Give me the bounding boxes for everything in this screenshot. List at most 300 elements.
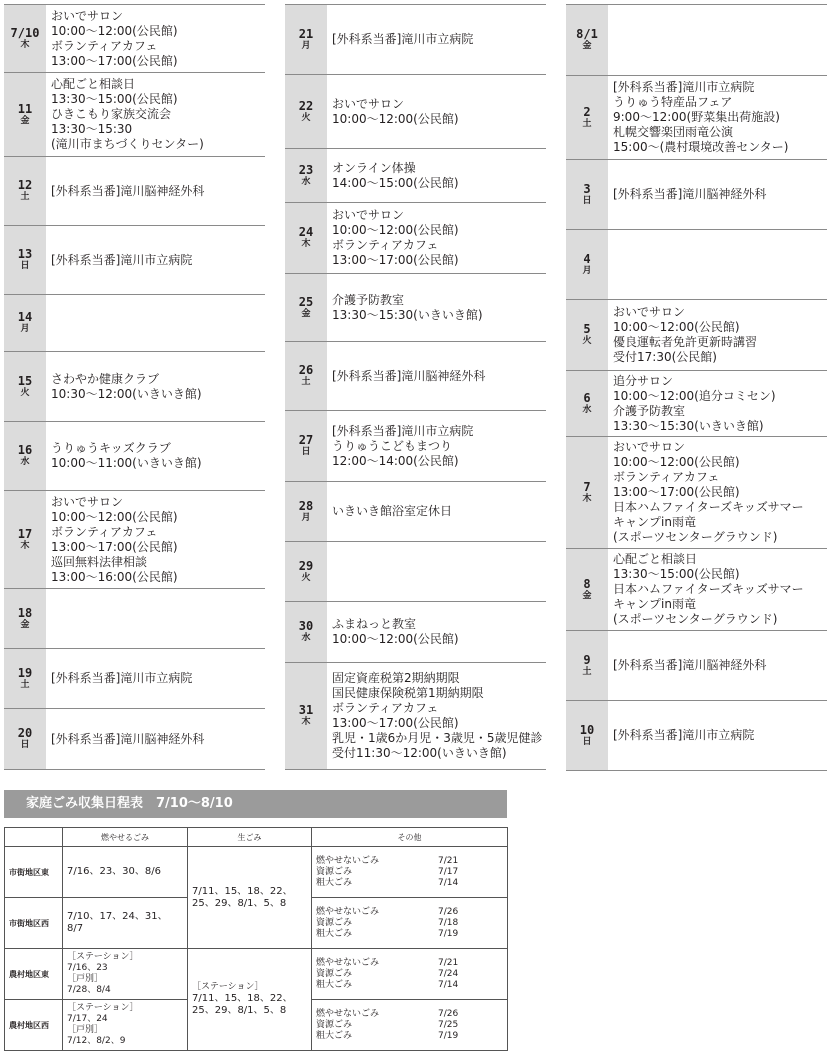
calendar-day	[4, 588, 265, 648]
calendar-day	[566, 159, 827, 229]
day-of-week: 土	[582, 118, 592, 129]
event-line: 心配ごと相談日	[51, 77, 136, 91]
event-line: 札幌交響楽団雨竜公演	[613, 125, 734, 139]
day-label	[285, 203, 327, 273]
day-number: 30	[298, 619, 314, 633]
burnable-line: ［ステーション］	[67, 952, 139, 962]
day-label	[4, 295, 46, 351]
other-date: 7/21	[438, 957, 459, 968]
event-line: キャンプin雨竜	[613, 597, 696, 611]
burnable-line: 8/7	[67, 923, 84, 934]
day-label	[285, 663, 327, 769]
day-of-week: 水	[582, 404, 592, 415]
day-number: 5	[583, 322, 591, 336]
event-line: [外科系当番]滝川市立病院	[332, 423, 474, 438]
event-line: おいでサロン	[332, 96, 405, 111]
day-of-week: 金	[20, 619, 30, 630]
burnable-line: 7/17、24	[67, 1014, 108, 1024]
event-line: 10:00〜12:00(公民館)	[51, 509, 178, 524]
day-of-week: 金	[582, 590, 592, 601]
day-number: 25	[298, 294, 314, 309]
day-events	[46, 157, 265, 225]
day-of-week: 金	[582, 41, 592, 51]
event-line: ボランティアカフェ	[332, 238, 439, 252]
day-label	[4, 5, 46, 72]
calendar-day	[285, 541, 546, 601]
day-number: 6	[583, 390, 591, 405]
calendar-day	[285, 273, 546, 341]
other-dates	[312, 847, 508, 898]
event-line: 追分サロン	[613, 373, 674, 388]
event-line: おいでサロン	[51, 8, 124, 23]
garbage-row	[5, 949, 508, 1000]
day-events	[46, 491, 265, 588]
day-number: 29	[298, 558, 314, 573]
other-name: 粗大ごみ	[316, 979, 353, 990]
event-line: 介護予防教室	[332, 292, 405, 307]
event-line: [外科系当番]滝川市立病院	[51, 252, 193, 267]
calendar-day	[285, 74, 546, 148]
event-line: オンライン体操	[332, 160, 416, 175]
event-line: おいでサロン	[332, 208, 405, 222]
event-line: 10:00〜12:00(追分コミセン)	[613, 388, 776, 403]
day-label	[285, 482, 327, 541]
day-label	[285, 5, 327, 74]
day-number: 2	[583, 104, 591, 119]
calendar-column-2	[285, 4, 546, 770]
day-number: 19	[17, 665, 33, 680]
event-line: 13:00〜17:00(公民館)	[613, 485, 740, 499]
other-date: 7/26	[438, 906, 459, 917]
day-events	[608, 631, 827, 700]
day-label	[285, 411, 327, 481]
burnable-line: ［戸別］	[67, 974, 104, 984]
day-events	[327, 602, 546, 662]
day-of-week: 水	[301, 176, 311, 187]
day-label	[566, 371, 608, 436]
other-date: 7/24	[438, 968, 459, 979]
event-line: [外科系当番]滝川脳神経外科	[332, 368, 486, 383]
day-number: 26	[298, 363, 314, 377]
calendar-day	[4, 72, 265, 156]
day-label	[285, 602, 327, 662]
other-item	[312, 1009, 507, 1020]
event-line: 乳児・1歳6か月児・3歳児・5歳児健診	[332, 731, 543, 745]
other-date: 7/21	[438, 855, 459, 866]
area-name: 農村地区西	[5, 1000, 63, 1051]
day-label	[566, 437, 608, 548]
day-events	[327, 5, 546, 74]
other-name: 粗大ごみ	[316, 928, 353, 939]
event-line: 13:30〜15:00(公民館)	[51, 92, 178, 106]
event-line: おいでサロン	[613, 305, 686, 319]
day-number: 17	[17, 526, 33, 541]
area-name: 農村地区東	[5, 949, 63, 1000]
event-line: (スポーツセンターグラウンド)	[613, 612, 778, 626]
day-number: 22	[298, 98, 314, 113]
day-events	[46, 709, 265, 769]
day-number: 12	[17, 178, 33, 192]
calendar-column-3	[566, 4, 827, 771]
event-line: [外科系当番]滝川市立病院	[613, 728, 755, 742]
day-number: 7/10	[10, 25, 40, 40]
day-number: 9	[583, 652, 591, 667]
day-of-week: 金	[20, 115, 30, 126]
day-number: 28	[298, 498, 314, 513]
event-line: 10:00〜12:00(公民館)	[332, 111, 459, 126]
event-line: 受付11:30〜12:00(いきいき館)	[332, 746, 507, 760]
other-item	[312, 958, 507, 969]
calendar-day	[4, 294, 265, 351]
raw-line: 7/11、15、18、22、	[192, 885, 293, 897]
event-line: 10:00〜12:00(公民館)	[613, 455, 740, 469]
event-line: [外科系当番]滝川脳神経外科	[51, 731, 205, 746]
burnable-line: ［ステーション］	[67, 1003, 139, 1013]
day-of-week: 火	[582, 336, 592, 346]
day-label	[4, 73, 46, 156]
garbage-schedule-table	[4, 827, 508, 1051]
raw-dates	[188, 949, 312, 1051]
day-of-week: 日	[20, 740, 30, 750]
day-events	[327, 542, 546, 601]
event-line: 国民健康保険税第1期納期限	[332, 686, 484, 700]
burnable-line: 7/28、8/4	[67, 985, 111, 995]
day-of-week: 土	[20, 679, 30, 690]
day-number: 13	[17, 247, 33, 261]
day-events	[608, 437, 827, 548]
other-name: 燃やせないごみ	[316, 906, 380, 917]
other-name: 燃やせないごみ	[316, 1008, 380, 1019]
day-of-week: 日	[582, 195, 592, 206]
day-of-week: 日	[301, 447, 311, 457]
calendar-day	[4, 648, 265, 708]
garbage-header-row	[5, 828, 508, 847]
calendar-day	[4, 351, 265, 421]
calendar-day	[566, 299, 827, 370]
calendar-column-1	[4, 4, 265, 770]
calendar-day	[566, 370, 827, 436]
event-line: うりゅう特産品フェア	[613, 95, 733, 109]
event-line: おいでサロン	[51, 494, 124, 509]
calendar-day	[566, 436, 827, 548]
day-events	[608, 5, 827, 75]
day-label	[566, 5, 608, 75]
day-label	[285, 75, 327, 148]
other-date: 7/26	[438, 1008, 459, 1019]
day-of-week: 土	[301, 377, 311, 387]
day-of-week: 月	[20, 324, 30, 334]
day-of-week: 木	[582, 493, 592, 504]
day-of-week: 日	[582, 736, 592, 747]
event-line: 巡回無料法律相談	[51, 554, 148, 569]
day-events	[608, 371, 827, 436]
day-events	[608, 160, 827, 229]
area-name: 市街地区東	[5, 847, 63, 898]
event-line: 15:00〜(農村環境改善センター)	[613, 140, 789, 154]
other-date: 7/17	[438, 866, 459, 877]
day-events	[608, 300, 827, 370]
event-line: ひきこもり家族交流会	[51, 107, 172, 121]
event-line: うりゅうこどもまつり	[332, 438, 453, 453]
day-label	[285, 342, 327, 410]
event-line: ボランティアカフェ	[332, 701, 439, 715]
day-events	[46, 649, 265, 708]
other-item	[312, 969, 507, 980]
calendar-day	[285, 601, 546, 662]
event-line: [外科系当番]滝川市立病院	[613, 80, 755, 94]
calendar-day	[4, 4, 265, 72]
header-blank	[5, 828, 63, 847]
area-name: 市街地区西	[5, 898, 63, 949]
event-line: 10:00〜12:00(公民館)	[332, 632, 459, 646]
day-of-week: 土	[20, 192, 30, 202]
calendar-day	[566, 4, 827, 75]
day-of-week: 木	[20, 540, 30, 551]
calendar-day	[4, 225, 265, 294]
other-name: 資源ごみ	[316, 866, 353, 877]
event-line: [外科系当番]滝川脳神経外科	[613, 658, 767, 672]
day-number: 14	[17, 310, 33, 324]
day-of-week: 火	[301, 112, 311, 123]
calendar-day	[566, 75, 827, 159]
burnable-line: 7/16、23	[67, 963, 108, 973]
burnable-dates	[63, 1000, 188, 1051]
calendar-day	[566, 630, 827, 700]
day-number: 11	[17, 101, 33, 116]
calendar-day	[285, 662, 546, 770]
event-line: 13:00〜17:00(公民館)	[332, 253, 459, 267]
raw-line: 25、29、8/1、5、8	[192, 897, 287, 909]
calendar-day	[4, 156, 265, 225]
event-line: [外科系当番]滝川市立病院	[332, 32, 474, 46]
day-events	[327, 663, 546, 769]
event-line: 13:00〜17:00(公民館)	[51, 539, 178, 554]
burnable-dates	[63, 898, 188, 949]
day-events	[327, 342, 546, 410]
burnable-dates	[63, 949, 188, 1000]
event-line: 日本ハムファイターズキッズサマー	[613, 582, 804, 596]
other-name: 資源ごみ	[316, 917, 353, 928]
calendar-day	[566, 229, 827, 299]
raw-line: ［ステーション］	[192, 982, 264, 992]
other-item	[312, 929, 507, 940]
event-line: 固定資産税第2期納期限	[332, 671, 460, 685]
day-label	[4, 491, 46, 588]
other-dates	[312, 898, 508, 949]
other-name: 燃やせないごみ	[316, 855, 380, 866]
day-label	[566, 160, 608, 229]
day-events	[608, 230, 827, 299]
day-label	[285, 149, 327, 202]
day-label	[4, 157, 46, 225]
other-item	[312, 980, 507, 991]
other-date: 7/25	[438, 1019, 459, 1030]
day-events	[46, 352, 265, 421]
event-line: 13:00〜17:00(公民館)	[332, 716, 459, 730]
day-of-week: 水	[301, 633, 311, 643]
day-of-week: 月	[301, 512, 311, 523]
event-line: 心配ごと相談日	[613, 552, 698, 566]
calendar-day	[285, 148, 546, 202]
event-line: 13:30〜15:30(いきいき館)	[332, 307, 483, 322]
burnable-line: 7/16、23、30、8/6	[67, 866, 161, 877]
day-of-week: 火	[301, 572, 311, 583]
day-number: 27	[298, 433, 314, 447]
day-events	[46, 589, 265, 648]
header-other: その他	[312, 828, 508, 847]
day-label	[285, 274, 327, 341]
other-date: 7/19	[438, 928, 459, 939]
event-line: うりゅうキッズクラブ	[51, 441, 171, 455]
header-raw: 生ごみ	[188, 828, 312, 847]
day-events	[46, 226, 265, 294]
event-line: [外科系当番]滝川脳神経外科	[51, 183, 205, 198]
day-label	[566, 549, 608, 630]
other-name: 粗大ごみ	[316, 877, 353, 888]
day-number: 8	[583, 576, 591, 591]
event-line: 介護予防教室	[613, 403, 686, 418]
event-line: 13:30〜15:30	[51, 122, 133, 136]
other-date: 7/19	[438, 1030, 459, 1041]
event-line: 10:00〜12:00(公民館)	[51, 23, 178, 38]
calendar-day	[285, 410, 546, 481]
other-date: 7/14	[438, 979, 459, 990]
other-item	[312, 878, 507, 889]
event-line: 9:00〜12:00(野菜集出荷施設)	[613, 110, 780, 124]
event-line: [外科系当番]滝川市立病院	[51, 671, 193, 685]
day-of-week: 木	[20, 39, 30, 50]
day-of-week: 木	[301, 239, 311, 249]
event-line: 10:00〜11:00(いきいき館)	[51, 456, 202, 470]
day-label	[566, 631, 608, 700]
other-item	[312, 856, 507, 867]
calendar-day	[285, 202, 546, 273]
day-number: 3	[583, 181, 591, 196]
event-line: キャンプin雨竜	[613, 515, 696, 529]
other-name: 資源ごみ	[316, 1019, 353, 1030]
calendar-day	[566, 700, 827, 771]
other-item	[312, 867, 507, 878]
calendar-day	[4, 421, 265, 490]
day-label	[566, 76, 608, 159]
other-item	[312, 1031, 507, 1042]
event-line: 10:00〜12:00(公民館)	[613, 320, 740, 334]
other-name: 燃やせないごみ	[316, 957, 380, 968]
day-events	[46, 295, 265, 351]
other-name: 粗大ごみ	[316, 1030, 353, 1041]
burnable-line: ［戸別］	[67, 1025, 104, 1035]
event-line: 10:30〜12:00(いきいき館)	[51, 386, 202, 401]
day-label	[4, 422, 46, 490]
day-label	[4, 226, 46, 294]
event-line: ボランティアカフェ	[51, 524, 158, 539]
raw-line: 25、29、8/1、5、8	[192, 1005, 287, 1016]
day-events	[327, 274, 546, 341]
event-line: 10:00〜12:00(公民館)	[332, 223, 459, 237]
day-events	[327, 75, 546, 148]
day-events	[327, 149, 546, 202]
day-number: 10	[579, 722, 595, 737]
event-line: 優良運転者免許更新時講習	[613, 335, 758, 349]
day-label	[566, 701, 608, 770]
event-line: ボランティアカフェ	[613, 470, 720, 484]
day-number: 15	[17, 373, 33, 388]
event-line: ボランティアカフェ	[51, 38, 158, 53]
day-of-week: 日	[20, 261, 30, 271]
calendar-day	[4, 708, 265, 770]
event-line: 13:30〜15:30(いきいき館)	[613, 418, 764, 433]
day-of-week: 木	[301, 717, 311, 727]
event-line: 13:30〜15:00(公民館)	[613, 567, 740, 581]
day-of-week: 土	[582, 666, 592, 677]
day-events	[608, 549, 827, 630]
event-line: [外科系当番]滝川脳神経外科	[613, 187, 767, 201]
calendar-day	[285, 481, 546, 541]
day-number: 18	[17, 605, 33, 620]
event-line: 13:00〜16:00(公民館)	[51, 569, 178, 584]
other-item	[312, 907, 507, 918]
event-line: ふまねっと教室	[332, 617, 417, 631]
day-label	[4, 352, 46, 421]
calendar-day	[4, 490, 265, 588]
burnable-line: 7/12、8/2、9	[67, 1036, 126, 1046]
header-burnable: 燃やせるごみ	[63, 828, 188, 847]
day-events	[327, 411, 546, 481]
day-events	[46, 73, 265, 156]
burnable-dates	[63, 847, 188, 898]
event-line: さわやか健康クラブ	[51, 371, 160, 386]
day-of-week: 月	[301, 40, 311, 51]
day-number: 21	[298, 26, 314, 41]
day-number: 20	[17, 726, 33, 740]
event-line: おいでサロン	[613, 440, 686, 454]
day-number: 4	[583, 251, 591, 266]
burnable-line: 7/10、17、24、31、	[67, 911, 168, 922]
day-label	[4, 649, 46, 708]
day-of-week: 金	[301, 308, 311, 319]
other-date: 7/18	[438, 917, 459, 928]
garbage-row	[5, 847, 508, 898]
day-label	[4, 589, 46, 648]
day-number: 24	[298, 225, 314, 239]
day-number: 31	[298, 703, 314, 717]
day-of-week: 火	[20, 387, 30, 398]
day-number: 8/1	[576, 27, 598, 41]
day-of-week: 水	[20, 457, 30, 467]
day-label	[566, 300, 608, 370]
day-number: 23	[298, 162, 314, 177]
other-dates	[312, 1000, 508, 1051]
day-events	[608, 701, 827, 770]
event-line: 14:00〜15:00(公民館)	[332, 175, 459, 190]
garbage-schedule-title: 家庭ごみ収集日程表 7/10〜8/10	[4, 790, 507, 818]
event-line: (スポーツセンターグラウンド)	[613, 530, 778, 544]
raw-dates	[188, 847, 312, 949]
calendar-day	[285, 4, 546, 74]
event-line: 日本ハムファイターズキッズサマー	[613, 500, 804, 514]
day-events	[46, 5, 265, 72]
day-events	[46, 422, 265, 490]
day-of-week: 月	[582, 265, 592, 276]
calendar-day	[566, 548, 827, 630]
event-line: 受付17:30(公民館)	[613, 350, 717, 364]
other-name: 資源ごみ	[316, 968, 353, 979]
day-events	[327, 203, 546, 273]
day-label	[4, 709, 46, 769]
other-dates	[312, 949, 508, 1000]
event-line: 12:00〜14:00(公民館)	[332, 453, 459, 468]
day-label	[566, 230, 608, 299]
